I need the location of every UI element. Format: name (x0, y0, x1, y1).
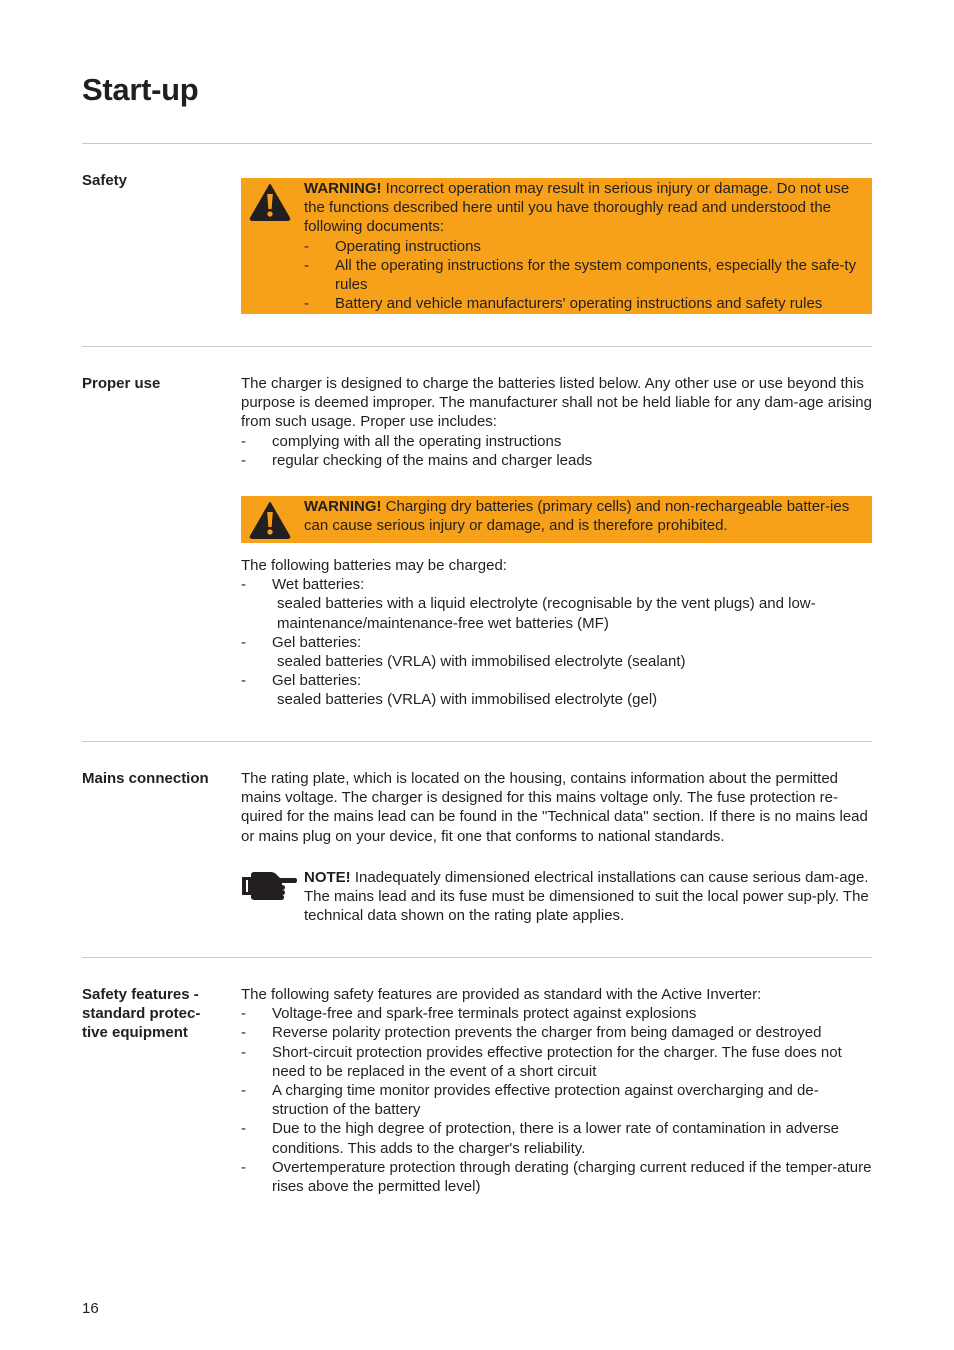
warning-triangle-icon (249, 501, 291, 539)
section-label-safety: Safety (82, 172, 128, 189)
list-item: - complying with all the operating instructions (241, 432, 873, 451)
note-lead: NOTE! (304, 869, 351, 886)
warning-lead: WARNING! (304, 498, 382, 515)
section-divider (82, 957, 872, 958)
list-item (241, 671, 873, 709)
proper-use-text (241, 374, 873, 470)
list-item: - All the operating instructions for the system components, especially the safe-ty rules (304, 256, 870, 294)
page-number: 16 (82, 1300, 99, 1317)
list-item: - A charging time monitor provides effective protection against overcharging and de-struction of the battery (241, 1081, 873, 1119)
list-item: - Operating instructions (304, 237, 870, 256)
warning-lead: WARNING! (304, 180, 382, 197)
list-item: - Overtemperature protection through derating (charging current reduced if the temper-ature rises above the permitted level) (241, 1158, 873, 1196)
section-label-proper-use: Proper use (82, 375, 161, 392)
safety-doc-list (304, 237, 870, 314)
list-item: - Battery and vehicle manufacturers' operating instructions and safety rules (304, 294, 870, 313)
battery-desc: sealed batteries with a liquid electrolyte (recognisable by the vent plugs) and low-maintenance/maintenance-free wet batteries (MF) (277, 595, 816, 632)
list-item: - Reverse polarity protection prevents the charger from being damaged or destroyed (241, 1023, 873, 1042)
proper-use-warning-text: WARNING! Charging dry batteries (primary cells) and non-rechargeable batter-ies can cause serious injury or damage, and is therefore prohibited. (304, 498, 850, 535)
list-item: - regular checking of the mains and charger leads (241, 451, 873, 470)
battery-desc: sealed batteries (VRLA) with immobilised electrolyte (gel) (277, 691, 658, 709)
proper-use-intro: The charger is designed to charge the batteries listed below. Any other use or use beyond this purpose is deemed improper. The manufacturer shall not be held liable for any dam-age arising from such usage. Proper use includes: (241, 375, 872, 431)
list-item: - Voltage-free and spark-free terminals protect against explosions (241, 1004, 873, 1023)
safety-warning-text: WARNING! Incorrect operation may result in serious injury or damage. Do not use the functions described here until you have thoroughly read and understood the following documents: (304, 180, 850, 236)
pointing-hand-icon (241, 868, 297, 904)
safety-warning-box (241, 178, 872, 314)
battery-name: Gel batteries: (272, 672, 362, 690)
battery-name: Wet batteries: (272, 576, 365, 594)
section-divider (82, 346, 872, 347)
page-title: Start-up (82, 72, 199, 107)
mains-note-box (241, 868, 872, 926)
battery-desc: sealed batteries (VRLA) with immobilised electrolyte (sealant) (277, 653, 686, 671)
mains-connection-text: The rating plate, which is located on the housing, contains information about the permitted mains voltage. The charger is designed for this mains voltage only. The fuse protection re-quired for the mains lead can be found in the "Technical data" section. If there is no mains lead or mains plug on your device, fit one that conforms to national standards. (241, 770, 868, 845)
battery-list-block (241, 556, 873, 710)
list-item: - Short-circuit protection provides effective protection for the charger. The fuse does not need to be replaced in the event of a short circuit (241, 1043, 873, 1081)
safety-features-text (241, 985, 873, 1196)
warning-triangle-icon (249, 183, 291, 221)
section-divider (82, 143, 872, 144)
section-divider (82, 741, 872, 742)
battery-list (241, 575, 873, 709)
section-label-mains-connection: Mains connection (82, 770, 209, 787)
features-intro: The following safety features are provided as standard with the Active Inverter: (241, 986, 762, 1003)
list-item: - Due to the high degree of protection, there is a lower rate of contamination in adverse conditions. This adds to the charger's reliability. (241, 1119, 873, 1157)
proper-use-list (241, 432, 873, 470)
proper-use-warning-box (241, 496, 872, 543)
batteries-intro: The following batteries may be charged: (241, 557, 507, 574)
list-item (241, 633, 873, 671)
mains-note-text: NOTE! Inadequately dimensioned electrical installations can cause serious dam-age. The mains lead and its fuse must be dimensioned to suit the local power sup-ply. The technical data shown on the rating plate applies. (304, 869, 869, 925)
list-item (241, 575, 873, 633)
features-list (241, 1004, 873, 1196)
battery-name: Gel batteries: (272, 633, 362, 651)
section-label-safety-features: Safety features - standard protec- tive equipment (82, 986, 201, 1042)
